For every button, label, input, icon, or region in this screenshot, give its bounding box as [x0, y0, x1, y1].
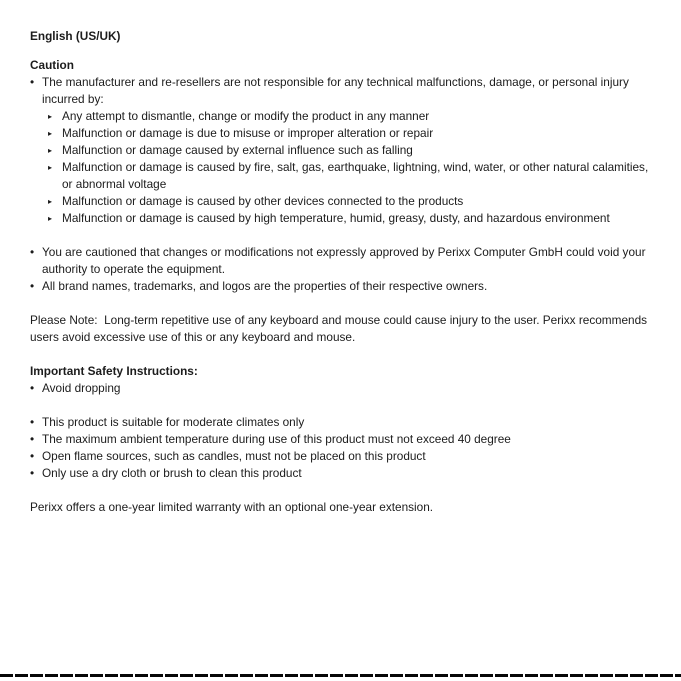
safety-item-text: Open flame sources, such as candles, must not be placed on this product — [42, 449, 426, 463]
bullet-icon: • — [30, 279, 35, 293]
caution-heading: Caution — [30, 58, 74, 72]
bullet-icon: • — [30, 245, 35, 259]
caution-list-item — [30, 244, 654, 278]
caution-sub-item — [48, 210, 654, 227]
warranty-paragraph: Perixx offers a one-year limited warranty with an optional one-year extension. — [30, 500, 434, 514]
caution-item-text: The manufacturer and re-resellers are not responsible for any technical malfunctions, damage, or personal injury incurred by: — [42, 75, 629, 106]
safety-item-text: This product is suitable for moderate climates only — [42, 415, 305, 429]
caution-sub-item-text: Malfunction or damage is caused by other devices connected to the products — [62, 194, 464, 208]
caution-sub-item-text: Malfunction or damage is caused by high temperature, humid, greasy, dusty, and hazardous environment — [62, 211, 610, 225]
triangle-bullet-icon: ▸ — [48, 214, 53, 223]
caution-list-item — [30, 74, 654, 108]
bullet-icon: • — [30, 381, 35, 395]
safety-list-item — [30, 448, 654, 465]
caution-sub-list — [30, 108, 654, 227]
bullet-icon: • — [30, 466, 35, 480]
caution-sub-item-text: Malfunction or damage is caused by fire, salt, gas, earthquake, lightning, wind, water, or other natural calamities, or abnormal voltage — [62, 160, 649, 191]
safety-item-text: Avoid dropping — [42, 381, 121, 395]
caution-item-text: All brand names, trademarks, and logos are the properties of their respective owners. — [42, 279, 488, 293]
safety-list-item — [30, 465, 654, 482]
safety-heading: Important Safety Instructions: — [30, 364, 198, 378]
caution-sub-item — [48, 193, 654, 210]
safety-list-group — [30, 414, 654, 482]
caution-item-text: You are cautioned that changes or modifications not expressly approved by Perixx Computer GmbH could void your authority to operate the equipment. — [42, 245, 646, 276]
triangle-bullet-icon: ▸ — [48, 163, 53, 172]
triangle-bullet-icon: ▸ — [48, 146, 53, 155]
safety-list-item — [30, 380, 654, 397]
caution-sub-item — [48, 142, 654, 159]
caution-sub-item — [48, 159, 654, 193]
triangle-bullet-icon: ▸ — [48, 112, 53, 121]
caution-list-item — [30, 278, 654, 295]
language-heading: English (US/UK) — [30, 29, 121, 43]
usage-note-paragraph: Please Note: Long-term repetitive use of any keyboard and mouse could cause injury to the user. Perixx recommends users avoid excessive use of this or any keyboard and mouse. — [30, 313, 651, 344]
safety-item-text: The maximum ambient temperature during use of this product must not exceed 40 degree — [42, 432, 511, 446]
bullet-icon: • — [30, 415, 35, 429]
triangle-bullet-icon: ▸ — [48, 197, 53, 206]
bullet-icon: • — [30, 432, 35, 446]
caution-sub-item-text: Any attempt to dismantle, change or modify the product in any manner — [62, 109, 430, 123]
caution-sub-item-text: Malfunction or damage caused by external influence such as falling — [62, 143, 413, 157]
safety-list-item — [30, 431, 654, 448]
safety-item-text: Only use a dry cloth or brush to clean this product — [42, 466, 302, 480]
bullet-icon: • — [30, 75, 35, 89]
safety-list-item — [30, 414, 654, 431]
caution-sub-item — [48, 125, 654, 142]
bullet-icon: • — [30, 449, 35, 463]
triangle-bullet-icon: ▸ — [48, 129, 53, 138]
caution-sub-item — [48, 108, 654, 125]
caution-sub-item-text: Malfunction or damage is due to misuse or improper alteration or repair — [62, 126, 434, 140]
dashed-cut-line — [0, 674, 681, 677]
